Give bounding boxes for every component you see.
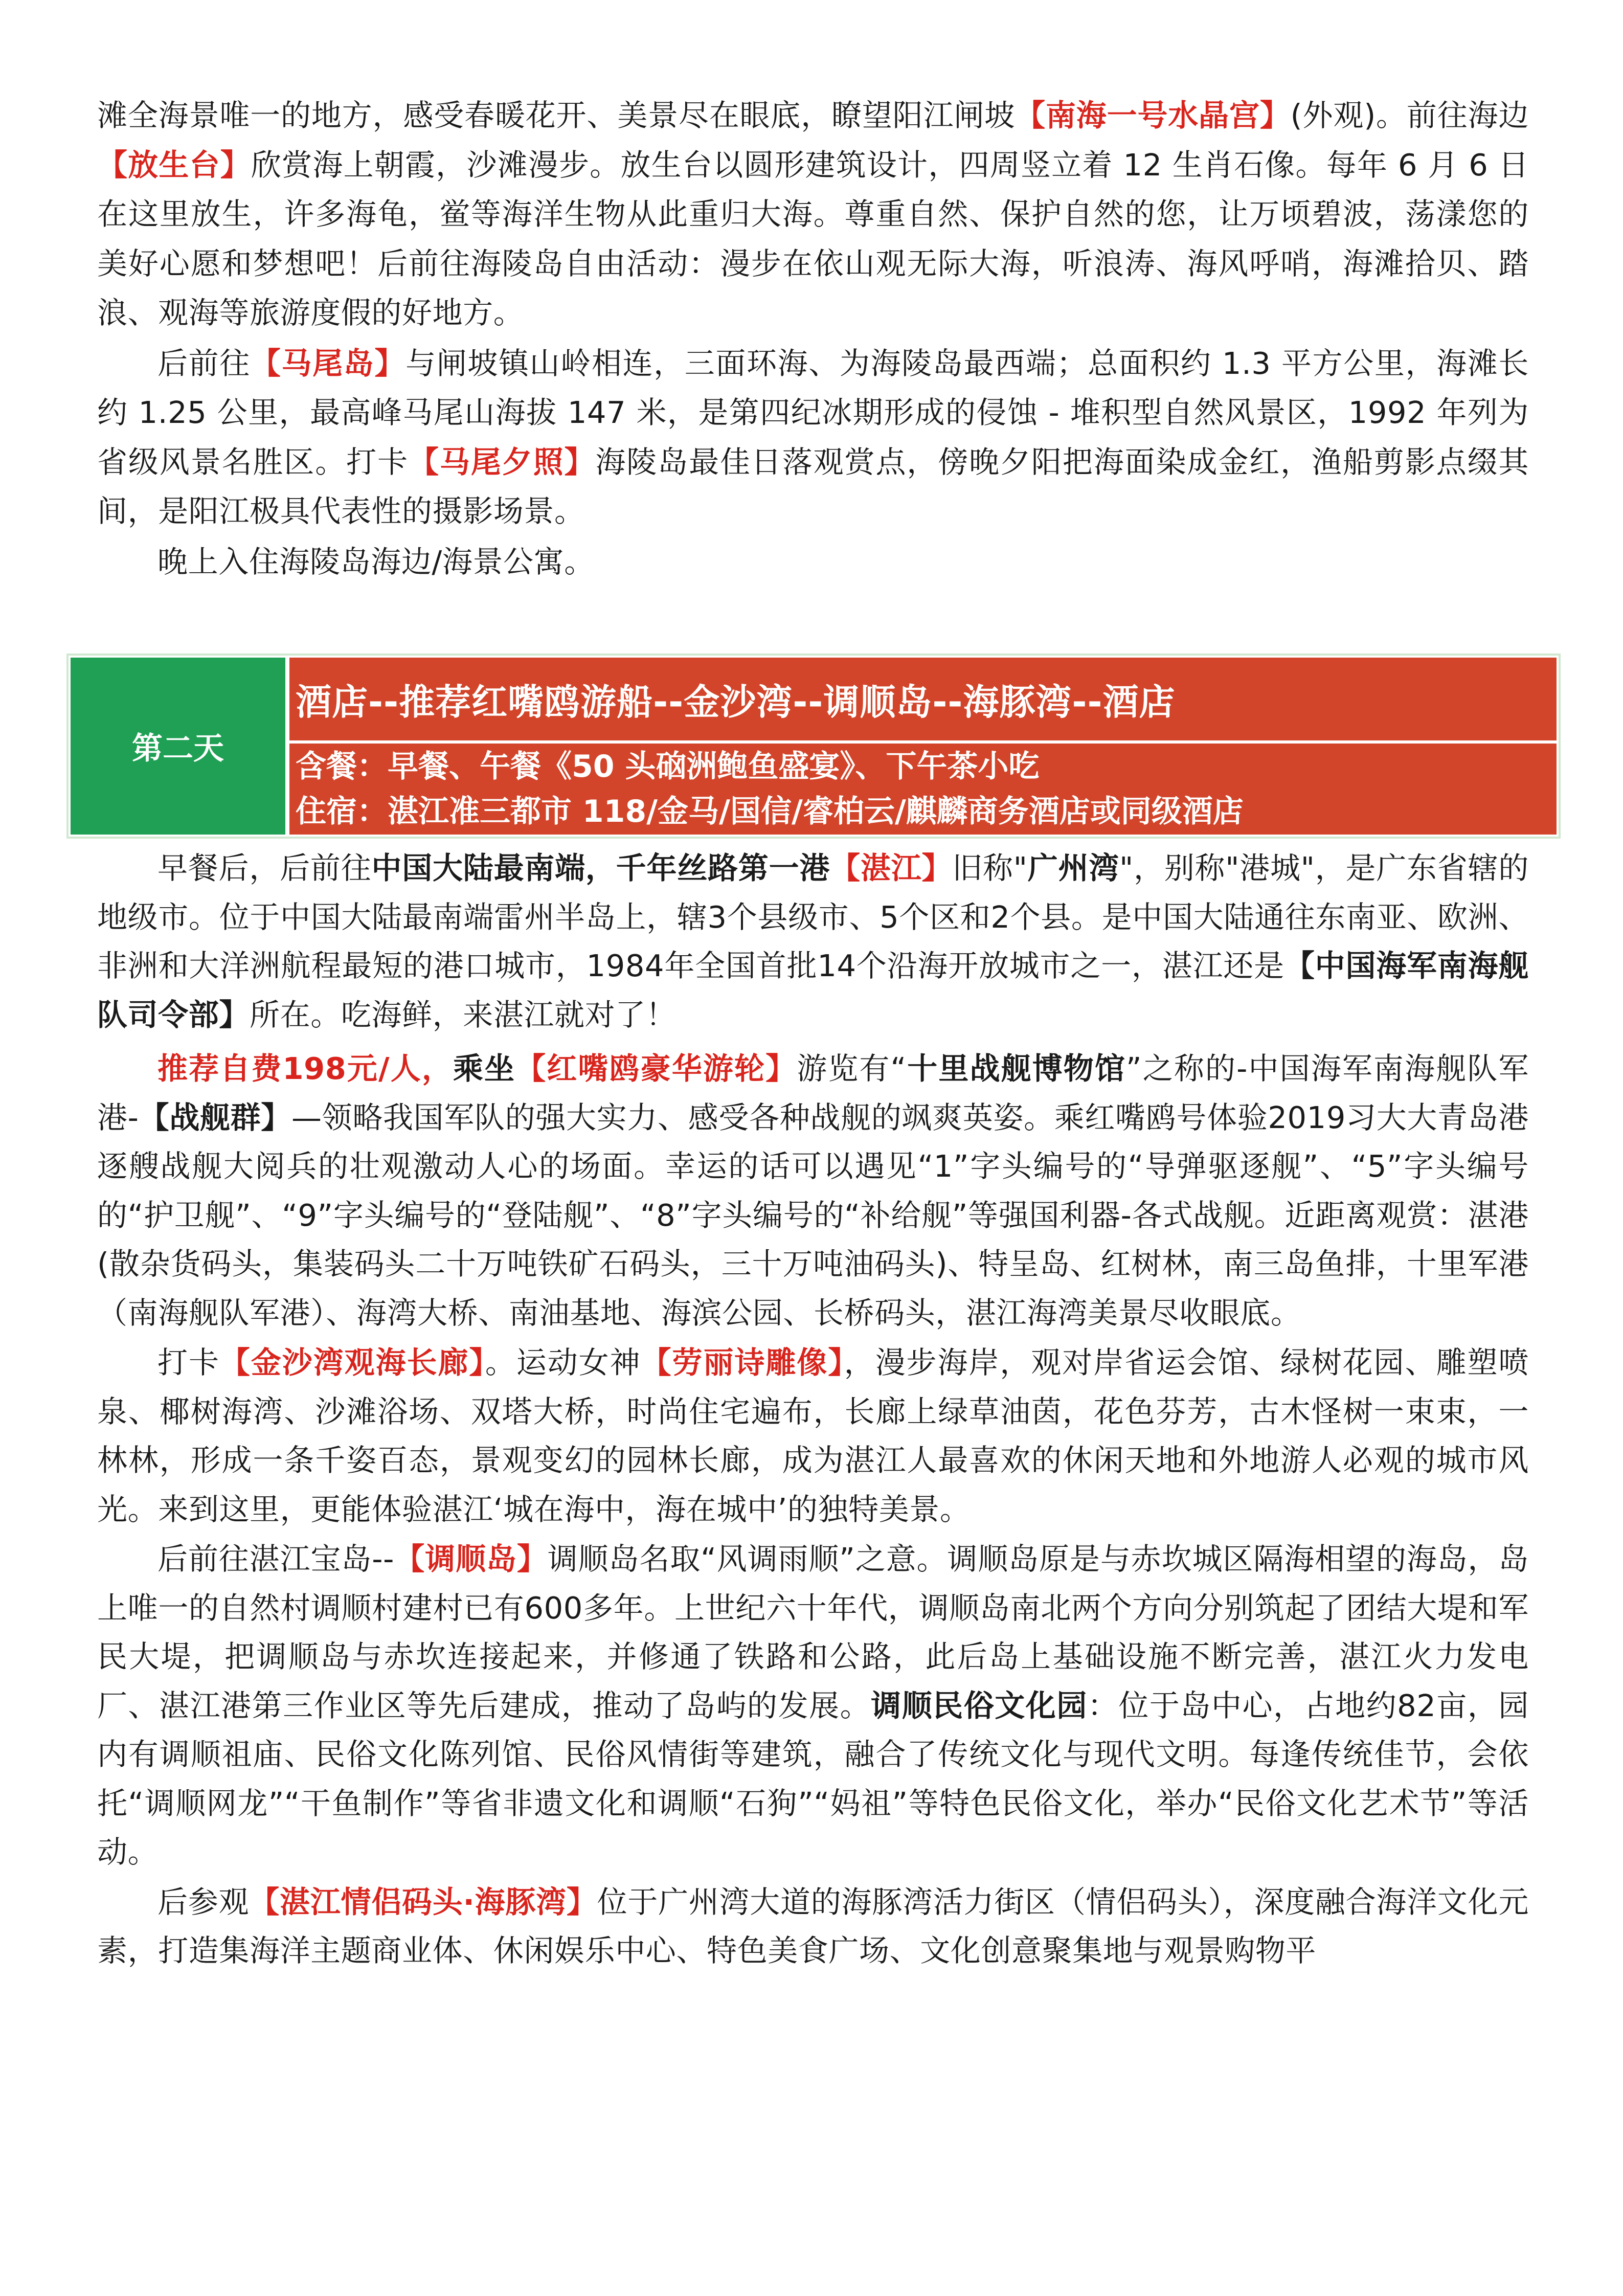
text: 海陵岛最佳日落观赏点，傍晚夕阳把海面染成金红，渔船剪影点缀其间，是阳江极具代表性的摄影场景。 [97,444,1529,529]
text: ：位于岛中心，占地约82亩，园内有调顺祖庙、民俗文化陈列馆、民俗风情街等建筑，融合了传统文化与现代文明。每逢传统佳节，会依托“调顺网龙”“干鱼制作”等省非遗文化和调顺“石狗”“妈祖”等特色民俗文化，举办“民俗文化艺术节”等活动。 [97,1687,1529,1870]
paragraph-night-stay: 晚上入住海陵岛海边/海景公寓。 [157,544,595,579]
paragraph-zhanjiang [97,844,1529,1039]
highlight-mawei-sunset: 【马尾夕照】 [408,444,596,480]
highlight-fangsheng-platform: 【放生台】 [97,147,251,183]
paragraph-dolphin-bay [97,1878,1529,1975]
text: —领略我国军队的强大实力、感受各种战舰的飒爽英姿。乘红嘴鸥号体验2019习大大青岛港逐艘战舰大阅兵的壮观激动人心的场面。幸运的话可以遇见“1”字头编号的“导弹驱逐舰”、“5”字头编号的“护卫舰”、“9”字头编号的“登陆舰”、“8”字头编号的“补给舰”等强国利器-各式战舰。近距离观赏：湛港(散杂货码头，集装码头二十万吨铁矿石码头，三十万吨油码头)、特呈岛、红树林，南三岛鱼排，十里军港（南海舰队军港）、海湾大桥、南油基地、海滨公园、长桥码头，湛江海湾美景尽收眼底。 [97,1099,1529,1331]
paragraph-jinsha-bay [97,1338,1529,1534]
text: (外观)。前往海边 [1290,98,1529,133]
text: 后参观 [157,1884,250,1920]
paragraph-hailing-beach [97,91,1529,338]
paragraph-mawei-island [97,339,1529,536]
day2-section [97,844,1529,1976]
text: 早餐后，后前往 [157,850,372,886]
text: ”之称的-中国海军南海舰队军港- [97,1051,1529,1135]
text: 。运动女神 [485,1345,641,1380]
bold-text: 十里战舰博物馆 [906,1051,1126,1086]
text: 欣赏海上朝霞，沙滩漫步。放生台以圆形建筑设计，四周竖立着 12 生肖石像。每年 6 月 6 日在这里放生，许多海龟，鲎等海洋生物从此重归大海。尊重自然、保护自然的您，让万顷碧波，荡漾您的美好心愿和梦想吧！后前往海陵岛自由活动：漫步在依山观无际大海，听浪涛、海风呼哨，海滩拾贝、踏浪、观海等旅游度假的好地方。 [97,147,1529,330]
text: ，漫步海岸，观对岸省运会馆、绿树花园、雕塑喷泉、椰树海湾、沙滩浴场、双塔大桥，时尚住宅遍布，长廊上绿草油茵，花色芬芳，古木怪树一束束，一林林，形成一条千姿百态，景观变幻的园林长廊，成为湛江人最喜欢的休闲天地和外地游人必观的城市风光。来到这里，更能体验湛江‘城在海中，海在城中’的独特美景。 [97,1345,1529,1527]
paragraph-tiaoshun-island [97,1535,1529,1877]
highlight-jinsha-promenade: 【金沙湾观海长廊】 [219,1345,485,1380]
highlight-dolphin-bay: 【湛江情侣码头·海豚湾】 [249,1884,597,1920]
text: 滩全海景唯一的地方，感受春暖花开、美景尽在眼底，瞭望阳江闸坡 [97,98,1016,133]
bold-text: 广州湾 [1027,850,1120,886]
day-label: 第二天 [71,658,285,835]
day2-header [66,654,1561,839]
bold-navy-command: 【中国海军南海舰队司令部】 [97,948,1529,1032]
text: 后前往 [157,345,251,381]
text: 所在。吃海鲜，来湛江就对了！ [250,997,677,1032]
highlight-cruise: 【红嘴鸥豪华游轮】 [515,1051,797,1086]
bold-warship-group: 【战舰群】 [139,1099,291,1135]
text: 位于广州湾大道的海豚湾活力街区（情侣码头），深度融合海洋文化元素，打造集海洋主题商业体、休闲娱乐中心、特色美食广场、文化创意聚集地与观景购物平 [97,1884,1529,1968]
bold-text: 乘坐 [453,1051,516,1086]
bold-text: 中国大陆最南端，千年丝路第一港 [371,850,830,886]
highlight-statue: 【劳丽诗雕像】 [641,1345,844,1380]
meals-info: 含餐：早餐、午餐《50 头硇洲鲍鱼盛宴》、下午茶小吃 [296,749,1040,784]
text: "，别称"港城"，是广东省辖的地级市。位于中国大陆最南端雷州半岛上，辖3个县级市、5个区和2个县。是中国大陆通往东南亚、欧洲、非洲和大洋洲航程最短的港口城市，1984年全国首批14个沿海开放城市之一，湛江还是 [97,850,1529,983]
highlight-tiaoshun-island: 【调顺岛】 [394,1541,548,1577]
text: 后前往湛江宝岛-- [157,1541,395,1577]
text: 旧称" [952,850,1028,886]
highlight-nanhai-crystal-palace: 【南海一号水晶宫】 [1015,98,1291,133]
hotel-info: 住宿：湛江准三都市 118/金马/国信/睿柏云/麒麟商务酒店或同级酒店 [296,794,1244,829]
bold-folk-culture-park: 调顺民俗文化园 [871,1687,1088,1723]
highlight-zhanjiang: 【湛江】 [830,850,953,886]
day-info [289,744,1557,835]
text: 游览有“ [797,1051,907,1086]
paragraph-cruise [97,1044,1529,1337]
day-route: 酒店--推荐红嘴鸥游船--金沙湾--调顺岛--海豚湾--酒店 [289,658,1557,740]
highlight-optional-fee: 推荐自费198元/人， [157,1051,453,1086]
text: 调顺岛名取“风调雨顺”之意。调顺岛原是与赤坎城区隔海相望的海岛，岛上唯一的自然村调顺村建村已有600多年。上世纪六十年代，调顺岛南北两个方向分别筑起了团结大堤和军民大堤，把调顺岛与赤坎连接起来，并修通了铁路和公路，此后岛上基础设施不断完善，湛江火力发电厂、湛江港第三作业区等先后建成，推动了岛屿的发展。 [97,1541,1529,1723]
day1-section [97,91,1529,587]
text: 打卡 [157,1345,220,1380]
text: 与闸坡镇山岭相连，三面环海、为海陵岛最西端；总面积约 1.3 平方公里，海滩长约 1.25 公里，最高峰马尾山海拔 147 米，是第四纪冰期形成的侵蚀 - 堆积型自然风景区，1992 年列为省级风景名胜区。打卡 [97,345,1529,480]
highlight-mawei-island: 【马尾岛】 [250,345,406,381]
